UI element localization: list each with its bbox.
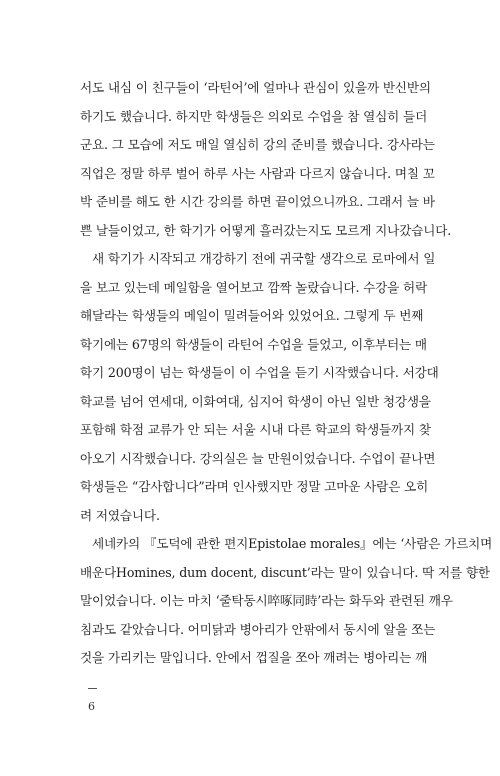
text-line: 학교를 넘어 연세대, 이화여대, 심지어 학생이 아닌 일반 청강생을 (80, 393, 431, 409)
text-line: 박 준비를 해도 한 시간 강의를 하면 끝이었으니까요. 그래서 늘 바 (80, 194, 435, 209)
text-line: 직업은 정말 하루 벌어 하루 사는 사람과 다르지 않습니다. 며칠 꼬 (80, 165, 435, 181)
text-line: 침과도 같았습니다. 어미닭과 병아리가 안팎에서 동시에 알을 쪼는 (80, 621, 436, 637)
text-line: 쁜 날들이었고, 한 학기가 어떻게 흘러갔는지도 모르게 지나갔습니다. (80, 222, 452, 238)
text-line: 서도 내심 이 친구들이 ‘라틴어’에 얼마나 관심이 있을까 반신반의 (80, 80, 431, 95)
text-line: 배운다Homines, dum docent, discunt’라는 말이 있습니다. 딱 저를 향한 (80, 564, 490, 580)
text-line: 아오기 시작했습니다. 강의실은 늘 만원이었습니다. 수업이 끝나면 (80, 450, 436, 466)
text-line: 학생들은 “감사합니다”라며 인사했지만 정말 고마운 사람은 오히 (80, 479, 429, 494)
text-line: 새 학기가 시작되고 개강하기 전에 귀국할 생각으로 로마에서 일 (92, 251, 436, 266)
text-line: 포함해 학점 교류가 안 되는 서울 시내 다른 학교의 학생들까지 찾 (80, 422, 431, 437)
text-line: 학기에는 67명의 학생들이 라틴어 수업을 들었고, 이후부터는 매 (80, 336, 427, 352)
paragraph-2 (80, 245, 439, 530)
text-line: 것을 가리키는 말입니다. 안에서 껍질을 쪼아 깨려는 병아리는 깨 (80, 650, 428, 665)
text-line: 말이었습니다. 이는 마치 ‘줄탁동시啐啄同時’라는 화두와 관련된 깨우 (80, 593, 453, 608)
body-text (80, 74, 493, 673)
text-line: 학기 200명이 넘는 학생들이 이 수업을 듣기 시작했습니다. 서강대 (80, 365, 439, 380)
text-line: 세네카의 『도덕에 관한 편지Epistolae morales』에는 ‘사람은 가르치며 (92, 536, 493, 551)
paragraph-3 (80, 530, 493, 673)
text-line: 해달라는 학생들의 메일이 밀려들어와 있었어요. 그렇게 두 번째 (80, 308, 424, 323)
text-line: 군요. 그 모습에 저도 매일 열심히 강의 준비를 했습니다. 강사라는 (80, 137, 435, 152)
text-line: 하기도 했습니다. 하지만 학생들은 의외로 수업을 참 열심히 들더 (80, 108, 428, 124)
page-number-rule (88, 688, 97, 689)
text-line: 려 저였습니다. (80, 507, 160, 523)
paragraph-1 (80, 74, 452, 245)
page-number: 6 (88, 700, 95, 713)
text-line: 을 보고 있는데 메일함을 열어보고 깜짝 놀랐습니다. 수강을 허락 (80, 279, 428, 295)
